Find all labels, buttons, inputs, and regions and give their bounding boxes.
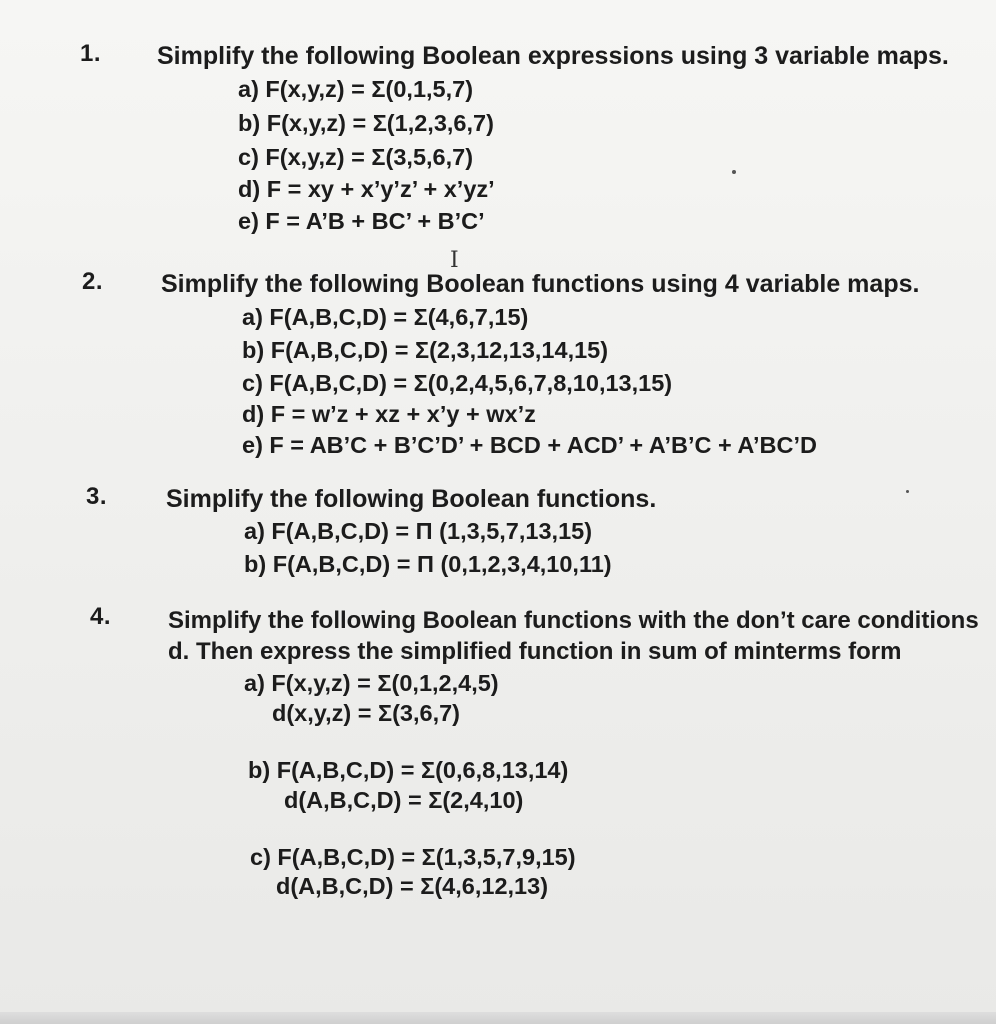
question-2-heading: Simplify the following Boolean functions using 4 variable maps.: [161, 270, 920, 298]
question-4-item-c: c) F(A,B,C,D) = Σ(1,3,5,7,9,15): [250, 844, 576, 870]
question-1-item-c: c) F(x,y,z) = Σ(3,5,6,7): [238, 144, 474, 170]
text-cursor-icon: I: [450, 248, 459, 273]
question-1-item-e: e) F = A’B + BC’ + B’C’: [238, 208, 485, 234]
question-3-number: 3.: [86, 483, 108, 510]
question-1-number: 1.: [80, 40, 102, 67]
question-2-item-a: a) F(A,B,C,D) = Σ(4,6,7,15): [242, 304, 529, 330]
question-4-item-b-dont-care: d(A,B,C,D) = Σ(2,4,10): [284, 787, 524, 813]
question-2-item-e: e) F = AB’C + B’C’D’ + BCD + ACD’ + A’B’C + A’BC’D: [242, 432, 818, 458]
question-4-number: 4.: [90, 603, 112, 630]
question-1-heading: Simplify the following Boolean expressions using 3 variable maps.: [157, 42, 949, 70]
question-2-number: 2.: [82, 268, 104, 295]
page-speck: [906, 490, 909, 493]
question-1-item-d: d) F = xy + x’y’z’ + x’yz’: [238, 176, 495, 202]
question-4-item-c-dont-care: d(A,B,C,D) = Σ(4,6,12,13): [276, 873, 549, 899]
question-2-item-b: b) F(A,B,C,D) = Σ(2,3,12,13,14,15): [242, 337, 609, 363]
question-1-item-b: b) F(x,y,z) = Σ(1,2,3,6,7): [238, 110, 494, 136]
question-4-item-a-dont-care: d(x,y,z) = Σ(3,6,7): [272, 700, 461, 726]
question-3-item-a: a) F(A,B,C,D) = Π (1,3,5,7,13,15): [244, 518, 593, 544]
page-speck: [732, 170, 736, 174]
question-3-heading: Simplify the following Boolean functions.: [166, 485, 657, 513]
question-3-item-b: b) F(A,B,C,D) = Π (0,1,2,3,4,10,11): [244, 551, 612, 577]
question-2-item-d: d) F = w’z + xz + x’y + wx’z: [242, 401, 536, 427]
question-1-item-a: a) F(x,y,z) = Σ(0,1,5,7): [238, 76, 474, 102]
question-4-item-b: b) F(A,B,C,D) = Σ(0,6,8,13,14): [248, 757, 569, 783]
question-2-item-c: c) F(A,B,C,D) = Σ(0,2,4,5,6,7,8,10,13,15): [242, 370, 673, 396]
page-bottom-edge: [0, 1012, 996, 1024]
question-4-item-a: a) F(x,y,z) = Σ(0,1,2,4,5): [244, 670, 499, 696]
question-4-heading-line-2: d. Then express the simplified function in sum of minterms form: [168, 638, 902, 665]
question-4-heading-line-1: Simplify the following Boolean functions with the don’t care conditions: [168, 607, 979, 634]
